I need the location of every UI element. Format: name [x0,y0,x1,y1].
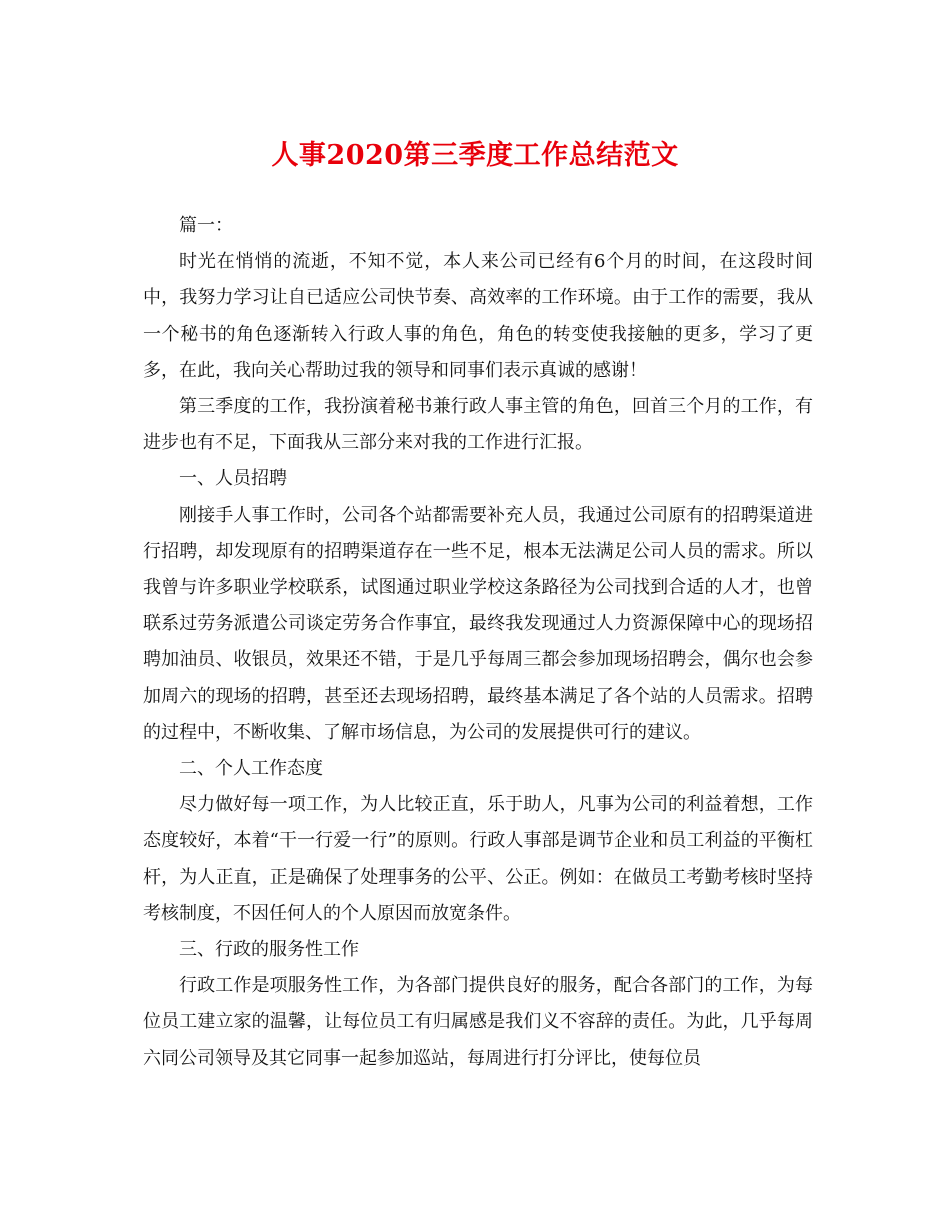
paragraph-recruitment: 刚接手人事工作时，公司各个站都需要补充人员，我通过公司原有的招聘渠道进行招聘，却发现原有的招聘渠道存在一些不足，根本无法满足公司人员的需求。所以我曾与许多职业学校联系，试图通过职业学校这条路径为公司找到合适的人才，也曾联系过劳务派遣公司谈定劳务合作事宜，最终我发现通过人力资源保障中心的现场招聘加油员、收银员，效果还不错，于是几乎每周三都会参加现场招聘会，偶尔也会参加周六的现场的招聘，甚至还去现场招聘，最终基本满足了各个站的人员需求。招聘的过程中，不断收集、了解市场信息，为公司的发展提供可行的建议。 [143,504,813,743]
paragraph-section-label: 篇一： [179,215,233,236]
paragraph-work-attitude: 尽力做好每一项工作，为人比较正直，乐于助人，凡事为公司的利益着想，工作态度较好，本着“干一行爱一行”的原则。行政人事部是调节企业和员工利益的平衡杠杆，为人正直，正是确保了处理事务的公平、公正。例如：在做员工考勤考核时坚持考核制度，不因任何人的个人原因而放宽条件。 [143,794,813,924]
document-title: 人事2020第三季度工作总结范文 [271,140,679,171]
paragraph-overview: 第三季度的工作，我扮演着秘书兼行政人事主管的角色，回首三个月的工作，有进步也有不足，下面我从三部分来对我的工作进行汇报。 [143,396,813,454]
document-body [143,208,813,1077]
heading-work-attitude: 二、个人工作态度 [179,758,323,780]
paragraph-intro: 时光在悄悄的流逝，不知不觉，本人来公司已经有6个月的时间，在这段时间中，我努力学习让自已适应公司快节奏、高效率的工作环境。由于工作的需要，我从一个秘书的角色逐渐转入行政人事的角色，角色的转变使我接触的更多，学习了更多，在此，我向关心帮助过我的领导和同事们表示真诚的感谢！ [143,251,813,381]
paragraph-admin-service: 行政工作是项服务性工作，为各部门提供良好的服务，配合各部门的工作，为每位员工建立家的温馨，让每位员工有归属感是我们义不容辞的责任。为此，几乎每周六同公司领导及其它同事一起参加巡站，每周进行打分评比，使每位员 [143,975,813,1069]
heading-recruitment: 一、人员招聘 [179,468,287,490]
heading-admin-service: 三、行政的服务性工作 [179,939,359,961]
